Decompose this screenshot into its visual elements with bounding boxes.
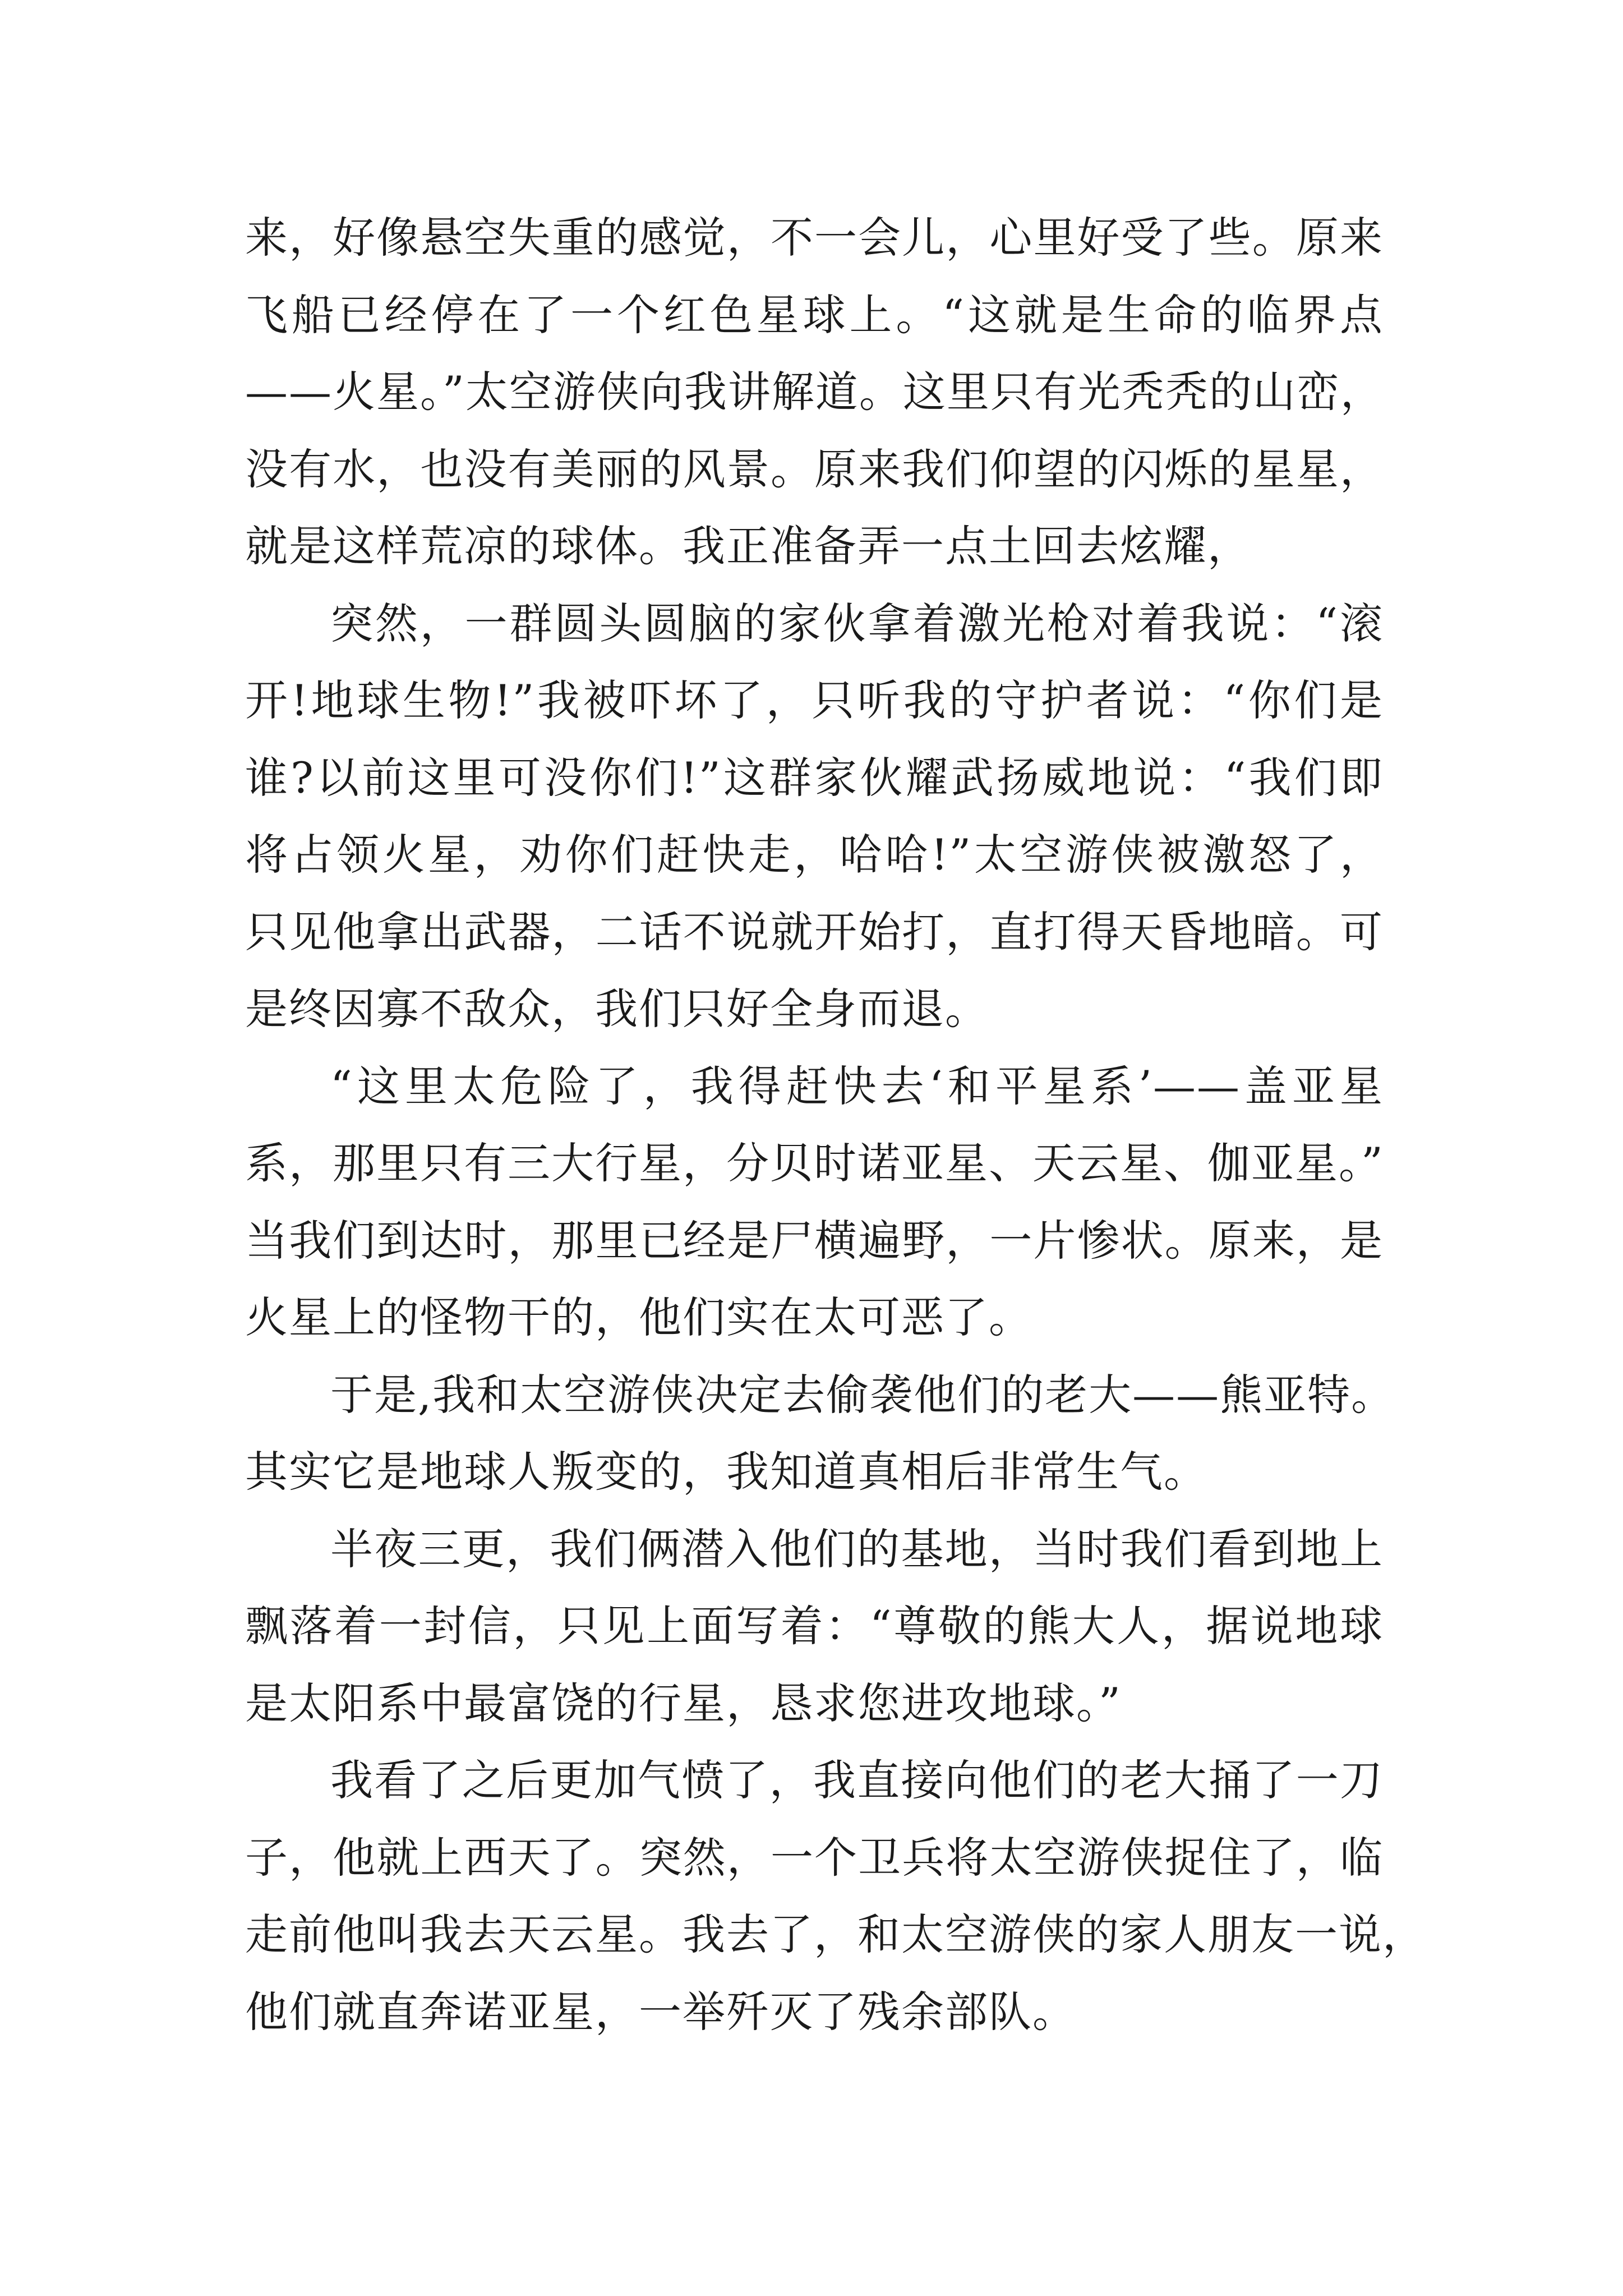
text-line: 来，好像悬空失重的感觉，不一会儿，心里好受了些。原来: [245, 213, 1384, 263]
text-line: 是终因寡不敌众，我们只好全身而退。: [245, 984, 989, 1034]
text-line: 只见他拿出武器，二话不说就开始打，直打得天昏地暗。可: [245, 907, 1384, 957]
text-line: 就是这样荒凉的球体。我正准备弄一点土回去炫耀，: [245, 521, 1251, 571]
text-line: 没有水，也没有美丽的风景。原来我们仰望的闪烁的星星，: [245, 444, 1384, 494]
text-line: 走前他叫我去天云星。我去了，和太空游侠的家人朋友一说，: [245, 1910, 1426, 1959]
text-line: 是太阳系中最富饶的行星，恳求您进攻地球。”: [245, 1678, 1122, 1728]
text-line: 谁?以前这里可没你们!”这群家伙耀武扬威地说：“我们即: [245, 752, 1384, 803]
text-line: 火星上的怪物干的，他们实在太可恶了。: [245, 1292, 1032, 1342]
text-line: 系，那里只有三大行星，分贝时诺亚星、天云星、伽亚星。”: [245, 1138, 1384, 1188]
paragraph-start-line: “这里太危险了，我得赶快去‘和平星系’——盖亚星: [330, 1061, 1384, 1111]
paragraph-start-line: 我看了之后更加气愤了，我直接向他们的老大捅了一刀: [330, 1755, 1384, 1805]
paragraph-start-line: 半夜三更，我们俩潜入他们的基地，当时我们看到地上: [330, 1524, 1384, 1574]
text-line: 飘落着一封信，只见上面写着：“尊敬的熊大人，据说地球: [245, 1601, 1384, 1651]
text-line: 飞船已经停在了一个红色星球上。“这就是生命的临界点: [245, 289, 1384, 340]
text-line: 其实它是地球人叛变的，我知道真相后非常生气。: [245, 1447, 1207, 1497]
story-text: [245, 199, 1426, 2050]
text-line: 开!地球生物!”我被吓坏了，只听我的守护者说：“你们是: [245, 675, 1384, 725]
text-line: 子，他就上西天了。突然，一个卫兵将太空游侠捉住了，临: [245, 1832, 1384, 1883]
paragraph-start-line: 突然，一群圆头圆脑的家伙拿着激光枪对着我说：“滚: [330, 598, 1384, 648]
text-line: 将占领火星，劝你们赶快走，哈哈!”太空游侠被激怒了，: [245, 830, 1384, 880]
text-line: 他们就直奔诺亚星，一举歼灭了残余部队。: [245, 1986, 1076, 2037]
paragraph-start-line: 于是,我和太空游侠决定去偷袭他们的老大——熊亚特。: [330, 1369, 1395, 1420]
text-line: ——火星。”太空游侠向我讲解道。这里只有光秃秃的山峦，: [245, 367, 1384, 417]
text-line: 当我们到达时，那里已经是尸横遍野，一片惨状。原来，是: [245, 1215, 1384, 1266]
